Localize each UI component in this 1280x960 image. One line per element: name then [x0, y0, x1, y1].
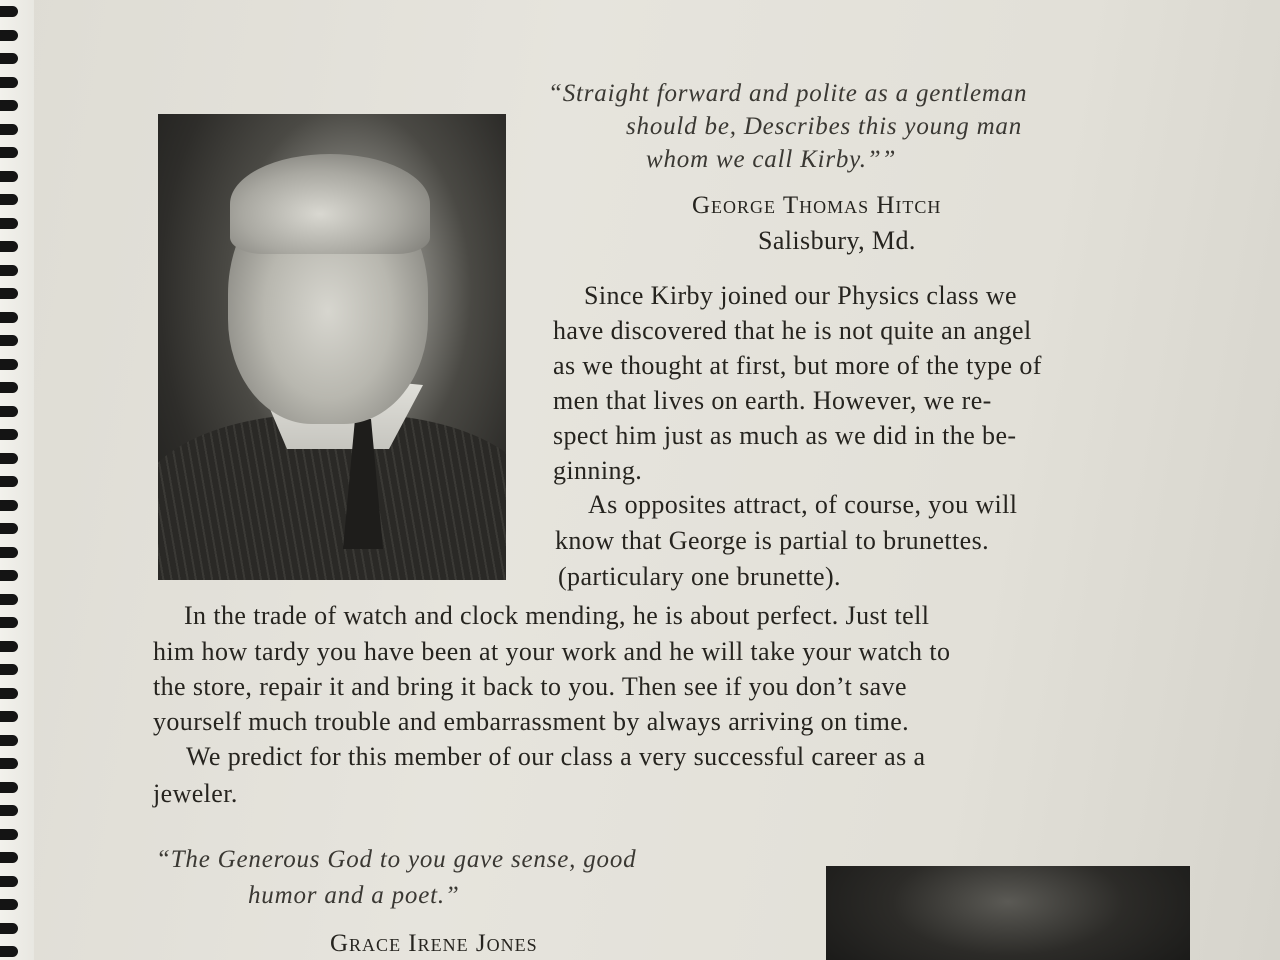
binding-ring: [0, 923, 18, 934]
binding-ring: [0, 617, 18, 628]
entry1-body-line: the store, repair it and bring it back to you. Then see if you don’t save: [153, 672, 907, 701]
entry1-quote-line: “Straight forward and polite as a gentleman: [548, 80, 1028, 107]
entry2-name: Grace Irene Jones: [330, 930, 538, 957]
entry1-body-line: jeweler.: [153, 779, 238, 808]
binding-ring: [0, 641, 18, 652]
binding-ring: [0, 218, 18, 229]
entry1-body-line: as we thought at first, but more of the type of: [553, 351, 1042, 380]
binding-ring: [0, 6, 18, 17]
entry1-body-line: men that lives on earth. However, we re-: [553, 386, 992, 415]
binding-ring: [0, 288, 18, 299]
binding-ring: [0, 946, 18, 957]
entry1-body-line: have discovered that he is not quite an angel: [553, 316, 1032, 345]
binding-ring: [0, 688, 18, 699]
binding-ring: [0, 852, 18, 863]
binding-ring: [0, 382, 18, 393]
entry1-body-line: him how tardy you have been at your work and he will take your watch to: [153, 637, 951, 666]
binding-ring: [0, 30, 18, 41]
binding-ring: [0, 829, 18, 840]
binding-ring: [0, 77, 18, 88]
portrait-photo-george: [158, 114, 506, 580]
binding-ring: [0, 570, 18, 581]
entry1-body-line: In the trade of watch and clock mending, he is about perfect. Just tell: [184, 601, 930, 630]
binding-ring: [0, 594, 18, 605]
portrait-photo-grace: [826, 866, 1190, 960]
entry1-body-line: know that George is partial to brunettes.: [555, 526, 989, 555]
binding-ring: [0, 758, 18, 769]
binding-ring: [0, 523, 18, 534]
binding-ring: [0, 782, 18, 793]
entry1-body-line: Since Kirby joined our Physics class we: [584, 281, 1017, 310]
spiral-binding: [0, 0, 34, 960]
binding-ring: [0, 53, 18, 64]
entry1-hometown: Salisbury, Md.: [758, 226, 916, 255]
entry1-body-line: As opposites attract, of course, you will: [588, 490, 1018, 519]
binding-ring: [0, 194, 18, 205]
binding-ring: [0, 335, 18, 346]
entry1-body-line: We predict for this member of our class a very successful career as a: [186, 742, 926, 771]
binding-ring: [0, 899, 18, 910]
binding-ring: [0, 265, 18, 276]
entry1-body-line: spect him just as much as we did in the be-: [553, 421, 1017, 450]
binding-ring: [0, 664, 18, 675]
binding-ring: [0, 547, 18, 558]
binding-ring: [0, 406, 18, 417]
entry1-quote-line: should be, Describes this young man: [626, 113, 1023, 140]
binding-ring: [0, 241, 18, 252]
entry1-body-line: yourself much trouble and embarrassment by always arriving on time.: [153, 707, 910, 736]
binding-ring: [0, 147, 18, 158]
binding-ring: [0, 429, 18, 440]
binding-ring: [0, 711, 18, 722]
binding-ring: [0, 453, 18, 464]
binding-ring: [0, 171, 18, 182]
binding-ring: [0, 735, 18, 746]
binding-ring: [0, 359, 18, 370]
binding-ring: [0, 100, 18, 111]
binding-ring: [0, 124, 18, 135]
entry1-quote-line: whom we call Kirby.””: [646, 146, 897, 173]
entry2-quote-line: humor and a poet.”: [248, 882, 460, 909]
entry1-name: George Thomas Hitch: [692, 192, 942, 219]
entry2-quote-line: “The Generous God to you gave sense, good: [156, 846, 637, 873]
entry1-body-line: ginning.: [553, 456, 643, 485]
binding-ring: [0, 876, 18, 887]
binding-ring: [0, 476, 18, 487]
binding-ring: [0, 805, 18, 816]
binding-ring: [0, 312, 18, 323]
entry1-body-line: (particulary one brunette).: [558, 562, 841, 591]
binding-ring: [0, 500, 18, 511]
